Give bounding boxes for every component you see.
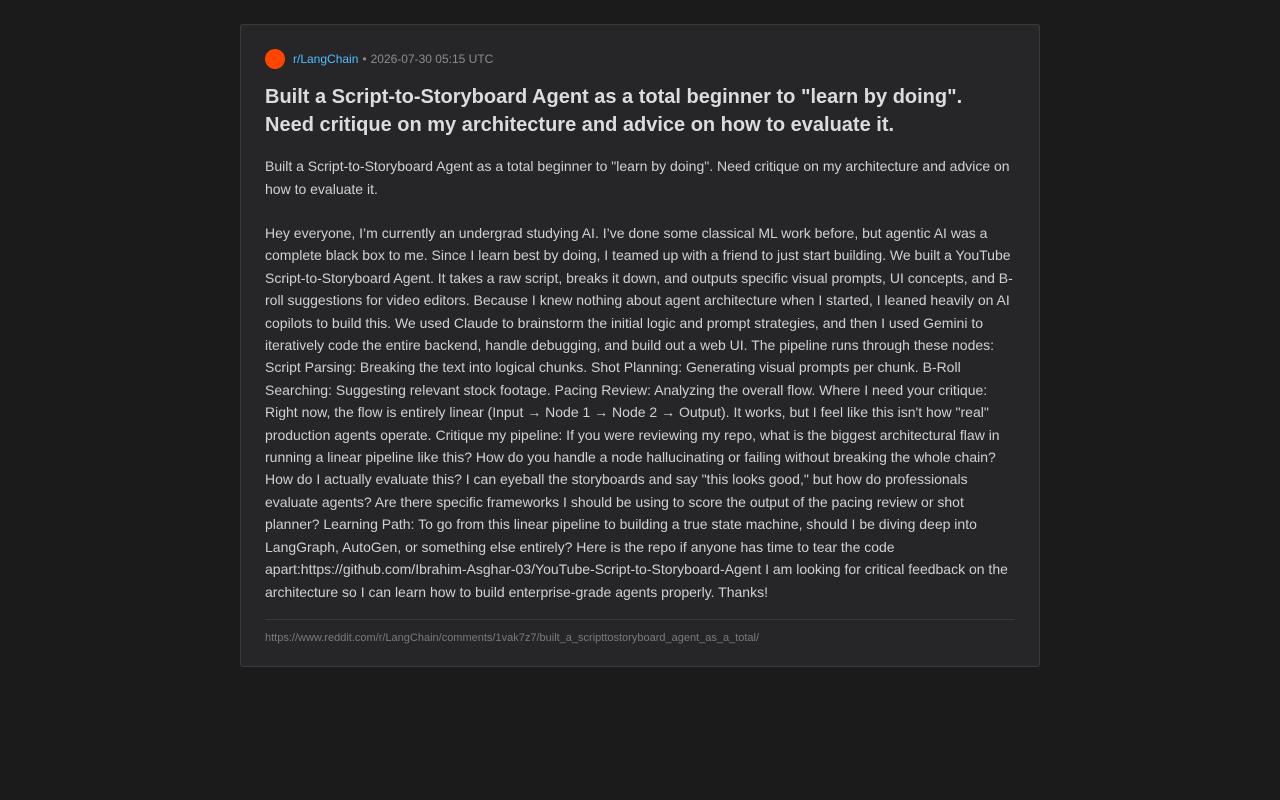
divider: [265, 619, 1015, 620]
meta-separator: •: [362, 52, 367, 66]
post-body: Hey everyone, I’m currently an undergrad studying AI. I’ve done some classical ML work before, but agentic AI was a complete black box to me. Since I learn best by doing, I teamed up with a friend to just start building. We built a YouTube Script-to-Storyboard Agent. It takes a raw script, breaks it down, and outputs specific visual prompts, UI concepts, and B-roll suggestions for video editors. Because I knew nothing about agent architecture when I started, I leaned heavily on AI copilots to build this. We used Claude to brainstorm the initial logic and prompt strategies, and then I used Gemini to iteratively code the entire backend, handle debugging, and build out a web UI. The pipeline runs through these nodes: Script Parsing: Breaking the text into logical chunks. Shot Planning: Generating visual prompts per chunk. B-Roll Searching: Suggesting relevant stock footage. Pacing Review: Analyzing the overall flow. Where I need your critique: Right now, the flow is entirely linear (Input → Node 1 → Node 2 → Output). It works, but I feel like this isn't how "real" production agents operate. Critique my pipeline: If you were reviewing my repo, what is the biggest architectural flaw in running a linear pipeline like this? How do you handle a node hallucinating or failing without breaking the whole chain? How do I actually evaluate this? I can eyeball the storyboards and say "this looks good," but how do professionals evaluate agents? Are there specific frameworks I should be using to score the output of the pacing review or shot planner? Learning Path: To go from this linear pipeline to building a true state machine, should I be diving deep into LangGraph, AutoGen, or something else entirely? Here is the repo if anyone has time to tear the code apart:https://github.com/Ibrahim-Asghar-03/YouTube-Script-to-Storyboard-Agent I am looking for critical feedback on the architecture so I can learn how to build enterprise-grade agents properly. Thanks!: [265, 225, 1013, 600]
subreddit-link[interactable]: r/LangChain: [293, 52, 359, 66]
subreddit-avatar-icon[interactable]: [265, 49, 285, 69]
post-url-link[interactable]: https://www.reddit.com/r/LangChain/comments/1vak7z7/built_a_scripttostoryboard_agent_as_a_total/: [265, 631, 760, 644]
post-summary: Built a Script-to-Storyboard Agent as a total beginner to "learn by doing". Need critique on my architecture and advice on how to evaluate it.: [265, 158, 1010, 197]
post-card: [240, 24, 1040, 667]
post-title[interactable]: Built a Script-to-Storyboard Agent as a total beginner to "learn by doing". Need critique on my architecture and advice on how to evaluate it.: [265, 86, 963, 136]
post-timestamp: 2026-07-30 05:15 UTC: [370, 52, 494, 66]
post-meta: [265, 49, 1015, 69]
